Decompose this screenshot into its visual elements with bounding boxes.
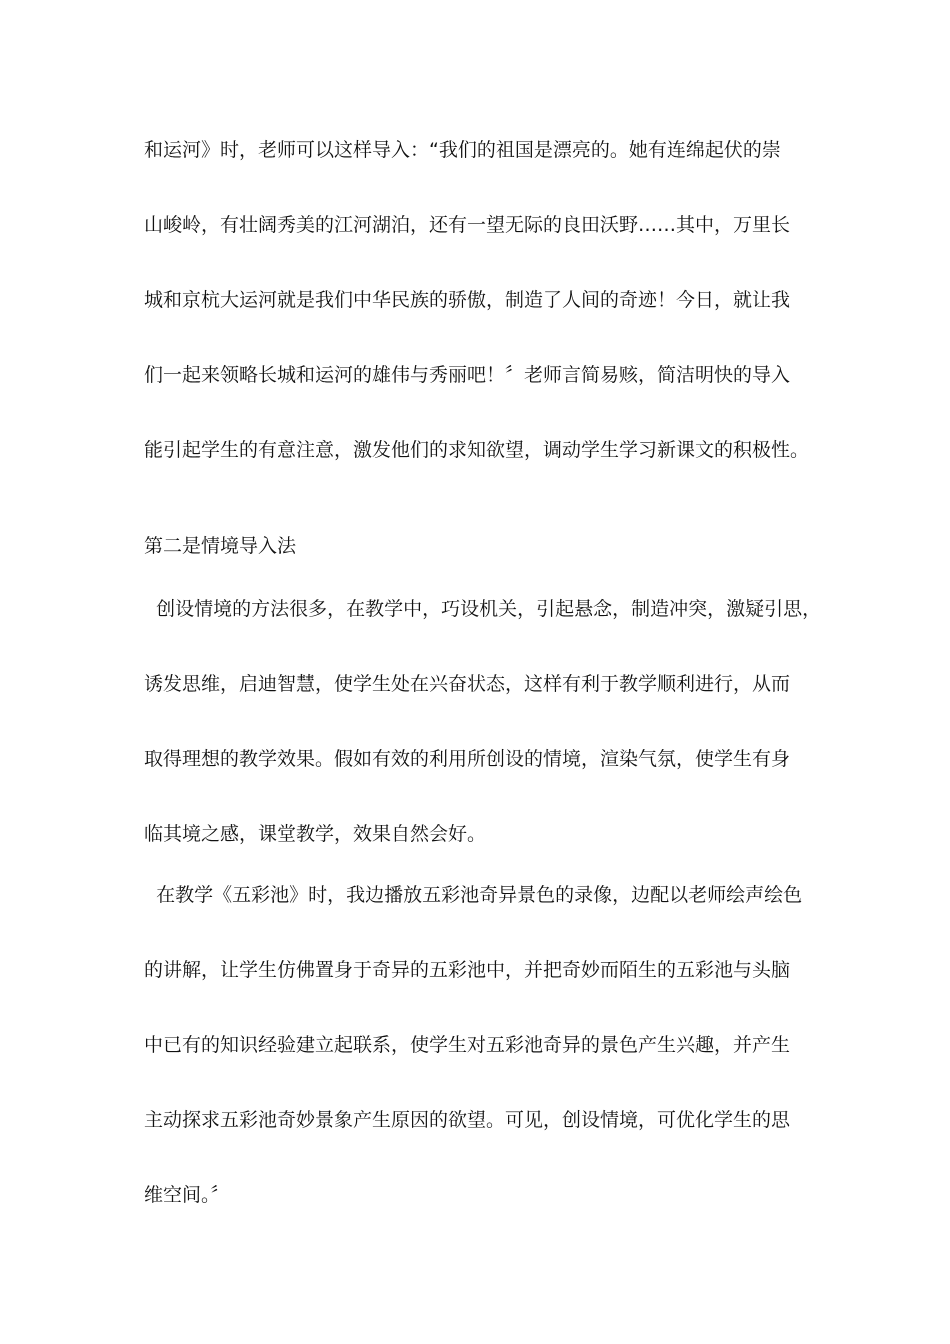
paragraph-line: 主动探求五彩池奇妙景象产生原因的欲望。可见，创设情境，可优化学生的思 bbox=[144, 1109, 791, 1131]
paragraph-line: 取得理想的教学效果。假如有效的利用所创设的情境，渲染气氛，使学生有身 bbox=[144, 748, 791, 770]
paragraph-line: 创设情境的方法很多，在教学中，巧设机关，引起悬念，制造冲突，激疑引思， bbox=[144, 598, 822, 620]
paragraph-line: 维空间。〞 bbox=[144, 1184, 230, 1206]
paragraph-line: 诱发思维，启迪智慧，使学生处在兴奋状态，这样有利于教学顺利进行，从而 bbox=[144, 673, 791, 695]
paragraph-line: 在教学《五彩池》时，我边播放五彩池奇异景色的录像，边配以老师绘声绘色 bbox=[144, 884, 803, 906]
paragraph-line: 城和京杭大运河就是我们中华民族的骄傲，制造了人间的奇迹！今日，就让我 bbox=[144, 289, 791, 311]
section-heading: 第二是情境导入法 bbox=[144, 535, 297, 557]
paragraph-line: 们一起来领略长城和运河的雄伟与秀丽吧！〞老师言简易赅，简洁明快的导入 bbox=[144, 364, 791, 386]
paragraph-line: 的讲解，让学生仿佛置身于奇异的五彩池中，并把奇妙而陌生的五彩池与头脑 bbox=[144, 959, 791, 981]
paragraph-line: 临其境之感，课堂教学，效果自然会好。 bbox=[144, 823, 487, 845]
paragraph-line: 和运河》时，老师可以这样导入：“我们的祖国是漂亮的。她有连绵起伏的崇 bbox=[144, 139, 781, 161]
paragraph-line: 山峻岭，有壮阔秀美的江河湖泊，还有一望无际的良田沃野……其中，万里长 bbox=[144, 214, 791, 236]
paragraph-line: 能引起学生的有意注意，激发他们的求知欲望，调动学生学习新课文的积极性。 bbox=[144, 439, 810, 461]
paragraph-line: 中已有的知识经验建立起联系，使学生对五彩池奇异的景色产生兴趣，并产生 bbox=[144, 1034, 791, 1056]
